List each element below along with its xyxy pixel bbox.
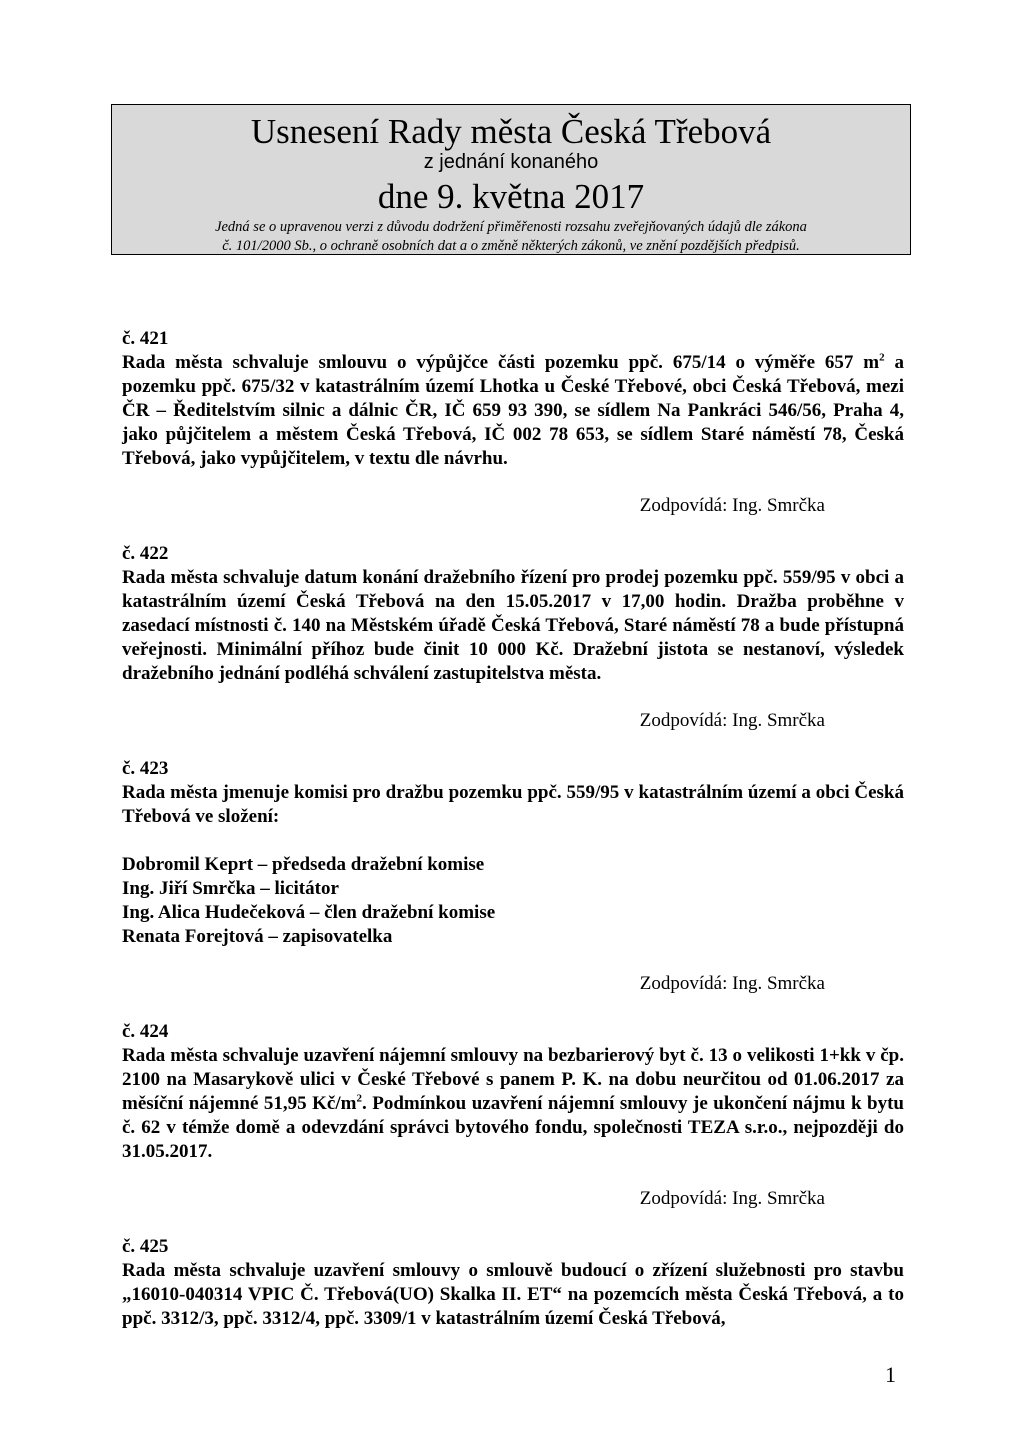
resolution-text: Rada města schvaluje uzavření smlouvy o smlouvě budoucí o zřízení služebnosti pro stavbu „16010-040314 VPIC Č. Třebová(UO) Skalka II. ET“ na pozemcích města Česká Třebová, a to ppč. 3312/3, ppč. 3312/4, ppč. 3309/1 v katastrálním území Česká Třebová,	[122, 1260, 904, 1329]
text-part: . Podmínkou uzavření nájemní smlouvy je ukončení nájmu k bytu č. 62 v témže domě a odevzdání správci bytového fondu, společnosti TEZA s.r.o., nejpozději do 31.05.2017.	[122, 1093, 904, 1162]
commission-members	[122, 853, 904, 949]
text-part: Rada města schvaluje smlouvu o výpůjčce části pozemku ppč. 675/14 o výměře 657 m	[122, 352, 880, 373]
responsible-person: Zodpovídá: Ing. Smrčka	[639, 495, 825, 516]
resolution-425	[122, 1235, 904, 1331]
resolutions-list	[122, 327, 904, 1331]
page-number: 1	[885, 1362, 896, 1387]
resolution-text: Rada města jmenuje komisi pro dražbu pozemku ppč. 559/95 v katastrálním území a obci Česká Třebová ve složení:	[122, 782, 904, 827]
responsible-person: Zodpovídá: Ing. Smrčka	[639, 710, 825, 731]
resolution-423	[122, 757, 904, 996]
header-box	[111, 104, 911, 255]
superscript: 2	[879, 351, 885, 364]
resolution-number: č. 424	[122, 1021, 169, 1042]
resolution-number: č. 422	[122, 543, 169, 564]
resolution-text	[122, 1044, 904, 1164]
commission-member: Ing. Alica Hudečeková – člen dražební komise	[122, 902, 496, 923]
responsible-person: Zodpovídá: Ing. Smrčka	[639, 1188, 825, 1209]
note-line: Jedná se o upravenou verzi z důvodu dodržení přiměřenosti rozsahu zveřejňovaných údajů dle zákona	[215, 219, 807, 235]
commission-member: Dobromil Keprt – předseda dražební komise	[122, 854, 485, 875]
resolution-424	[122, 1020, 904, 1211]
resolution-number: č. 421	[122, 328, 169, 349]
text-part: Rada města schvaluje uzavření nájemní smlouvy na bezbarierový byt č. 13 o velikosti 1+kk v čp. 2100 na Masarykově ulici v České Třebové s panem P. K. na dobu neurčitou od 01.06.2017 za měsíční nájemné 51,95 Kč/m	[122, 1045, 904, 1114]
text-part: a pozemku ppč. 675/32 v katastrálním území Lhotka u České Třebové, obci Česká Třebová, mezi ČR – Ředitelstvím silnic a dálnic ČR, IČ 659 93 390, se sídlem Na Pankráci 546/56, Praha 4, jako půjčitelem a městem Česká Třebová, IČ 002 78 653, se sídlem Staré náměstí 78, Česká Třebová, jako vypůjčitelem, v textu dle návrhu.	[122, 352, 904, 469]
resolution-number: č. 423	[122, 758, 169, 779]
document-title: Usnesení Rady města Česká Třebová	[250, 112, 772, 151]
resolution-text	[122, 351, 904, 471]
superscript: 2	[356, 1092, 362, 1105]
responsible-person: Zodpovídá: Ing. Smrčka	[639, 973, 825, 994]
note-line: č. 101/2000 Sb., o ochraně osobních dat a o změně některých zákonů, ve znění pozdějších předpisů.	[222, 238, 800, 254]
resolution-number: č. 425	[122, 1236, 169, 1257]
document-subtitle: z jednání konaného	[423, 151, 599, 173]
resolution-421	[122, 327, 904, 518]
commission-member: Renata Forejtová – zapisovatelka	[122, 926, 393, 947]
meeting-date: dne 9. května 2017	[377, 177, 645, 216]
resolution-text: Rada města schvaluje datum konání dražebního řízení pro prodej pozemku ppč. 559/95 v obci a katastrálním území Česká Třebová na den 15.05.2017 v 17,00 hodin. Dražba proběhne v zasedací místnosti č. 140 na Městském úřadě Česká Třebová, Staré náměstí 78 a bude přístupná veřejnosti. Minimální příhoz bude činit 10 000 Kč. Dražební jistota se nestanoví, výsledek dražebního jednání podléhá schválení zastupitelstva města.	[122, 567, 904, 684]
anonymization-note	[112, 218, 910, 256]
resolution-422	[122, 542, 904, 733]
commission-member: Ing. Jiří Smrčka – licitátor	[122, 878, 339, 899]
